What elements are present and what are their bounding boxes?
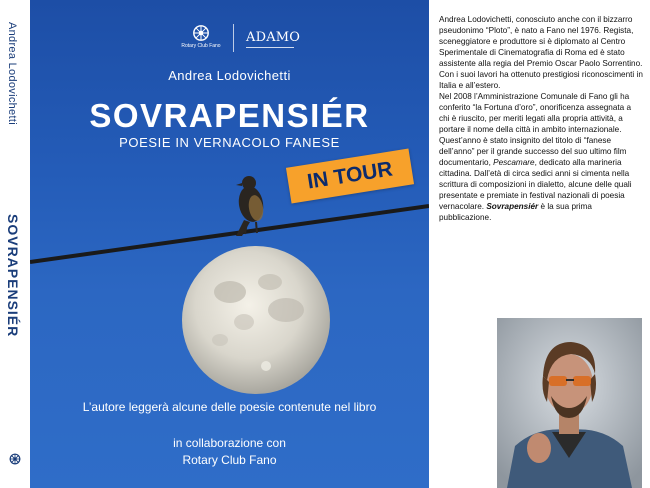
publisher-logo: ADAMO — [246, 30, 301, 45]
bio-paragraph-1: Andrea Lodovichetti, conosciuto anche con il bizzarro pseudonimo “Ploto”, è nato a Fano nel 1976. Regista, sceneggiatore e produttore si è diplomato al Centro Sperimentale di Cinematografia di Roma ed è stato assistente alla regia del Premio Oscar Paolo Sorrentino. Con i suoi lavori ha ottenuto prestigiosi riconoscimenti in Italia e all’estero. — [439, 15, 643, 90]
rotary-club-label: Rotary Club Fano — [181, 43, 221, 49]
front-cover — [30, 0, 429, 488]
bird-silhouette — [236, 176, 266, 236]
collab-partner: Rotary Club Fano — [182, 453, 277, 467]
bio-text: è la sua prima pubblicazione. — [439, 202, 592, 222]
spine-author: Andrea Lodovichetti — [6, 22, 18, 125]
book-title: Sovrapensiér — [486, 202, 539, 211]
bio-text: Nel 2008 l’Amministrazione Comunale di Fano gli ha conferito “la Fortuna d’oro”, onorificenza assegnata a chi è riuscito, per meriti legati alla propria attività, a portare il nome della città in ambito internazionale. Quest’anno è stato insignito del titolo di “fanese dell’anno” per il grande successo del suo ultimo film documentario, — [439, 92, 632, 167]
collab-line: in collaborazione con — [173, 436, 286, 450]
cover-title: SOVRAPENSIÉR — [89, 97, 370, 134]
sponsor-logos — [178, 22, 318, 56]
full-moon — [182, 246, 330, 394]
film-title: Pescamare — [493, 158, 535, 167]
bio-text: , dedicato alla marineria cittadina. Dall’età di circa sedici anni si cimenta nella scrittura di composizioni in dialetto, alcune delle quali presentate e premiate in festival nazionali di poesia vernacolare. — [439, 158, 632, 211]
cover-illustration — [30, 170, 429, 400]
cover-blurb: L’autore leggerà alcune delle poesie contenute nel libro — [82, 400, 377, 414]
rotary-wheel-icon — [192, 24, 210, 42]
author-biography — [439, 14, 643, 223]
cover-subtitle: POESIE IN VERNACOLO FANESE — [119, 135, 340, 150]
rotary-wheel-icon — [9, 453, 21, 465]
back-cover — [429, 0, 650, 488]
spine-title: SOVRAPENSIÉR — [5, 214, 21, 338]
logo-divider — [233, 24, 234, 52]
cover-author: Andrea Lodovichetti — [168, 68, 291, 83]
book-spine — [0, 0, 31, 488]
in-tour-badge: IN TOUR — [286, 149, 414, 204]
bio-paragraph-2 — [439, 91, 643, 223]
publisher-logo-underline — [246, 47, 294, 48]
author-photo — [497, 318, 642, 488]
